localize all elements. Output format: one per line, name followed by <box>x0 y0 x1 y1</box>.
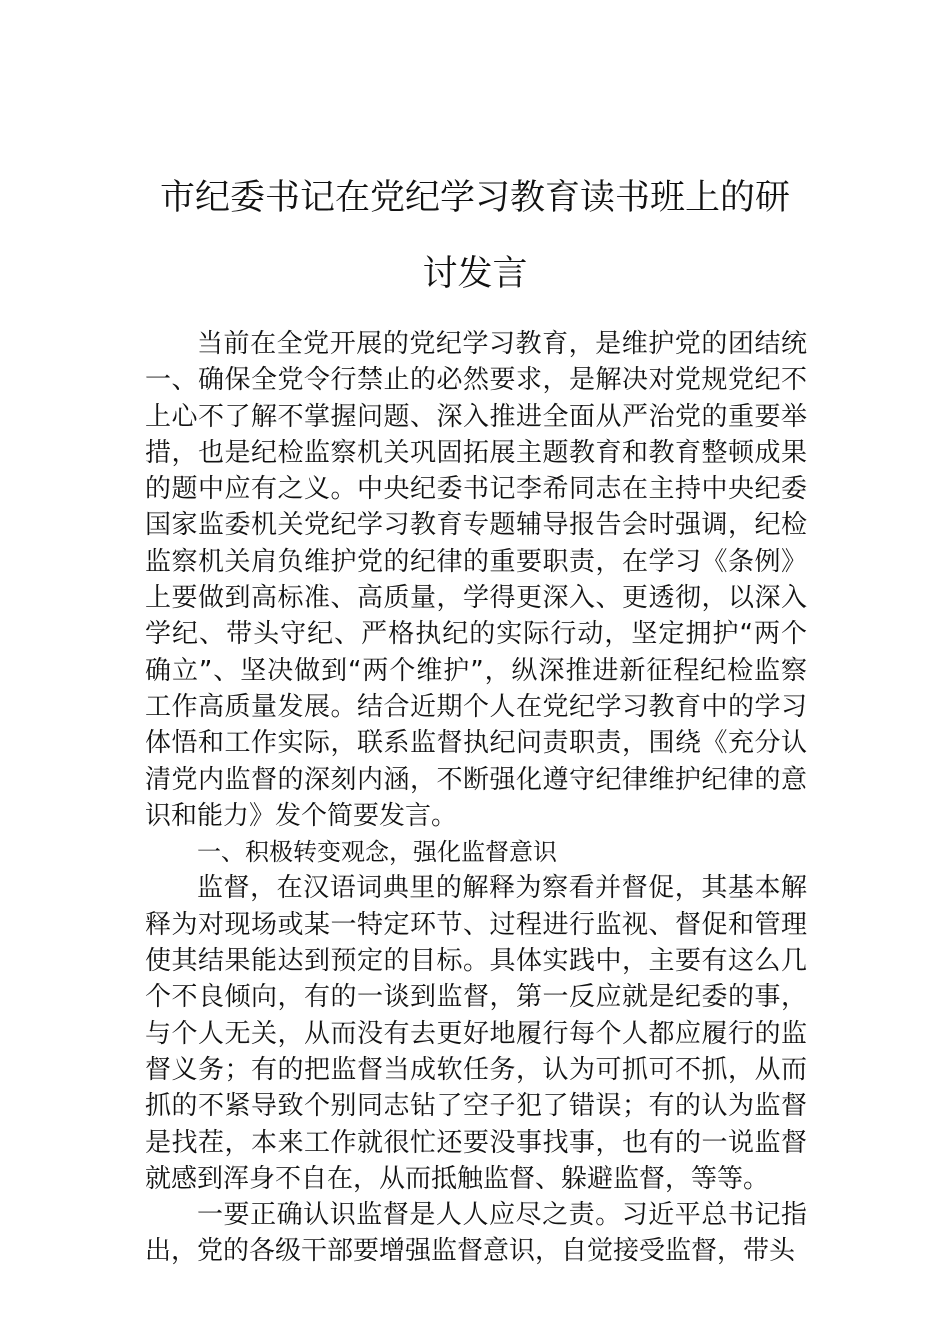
paragraph-point-1: 一要正确认识监督是人人应尽之责。习近平总书记指出，党的各级干部要增强监督意识，自觉接受监督，带头 <box>145 1200 807 1267</box>
document-title: 市纪委书记在党纪学习教育读书班上的研讨发言 <box>159 178 790 294</box>
section-heading-1: 一、积极转变观念，强化监督意识 <box>197 838 557 867</box>
document-body <box>145 326 807 1270</box>
paragraph-intro: 当前在全党开展的党纪学习教育，是维护党的团结统一、确保全党令行禁止的必然要求，是解决对党规党纪不上心不了解不掌握问题、深入推进全面从严治党的重要举措，也是纪检监察机关巩固拓展主题教育和教育整顿成果的题中应有之义。中央纪委书记李希同志在主持中央纪委国家监委机关党纪学习教育专题辅导报告会时强调，纪检监察机关肩负维护党的纪律的重要职责，在学习《条例》上要做到高标准、高质量，学得更深入、更透彻，以深入学纪、带头守纪、严格执纪的实际行动，坚定拥护“两个确立”、坚决做到“两个维护”，纵深推进新征程纪检监察工作高质量发展。结合近期个人在党纪学习教育中的学习体悟和工作实际，联系监督执纪问责职责，围绕《充分认清党内监督的深刻内涵，不断强化遵守纪律维护纪律的意识和能力》发个简要发言。 <box>145 329 807 831</box>
paragraph-supervision-definition: 监督，在汉语词典里的解释为察看并督促，其基本解释为对现场或某一特定环节、过程进行监视、督促和管理使其结果能达到预定的目标。具体实践中，主要有这么几个不良倾向，有的一谈到监督，第一反应就是纪委的事，与个人无关，从而没有去更好地履行每个人都应履行的监督义务；有的把监督当成软任务，认为可抓可不抓，从而抓的不紧导致个别同志钻了空子犯了错误；有的认为监督是找茬，本来工作就很忙还要没事找事，也有的一说监督就感到浑身不自在，从而抵触监督、躲避监督，等等。 <box>145 873 807 1194</box>
